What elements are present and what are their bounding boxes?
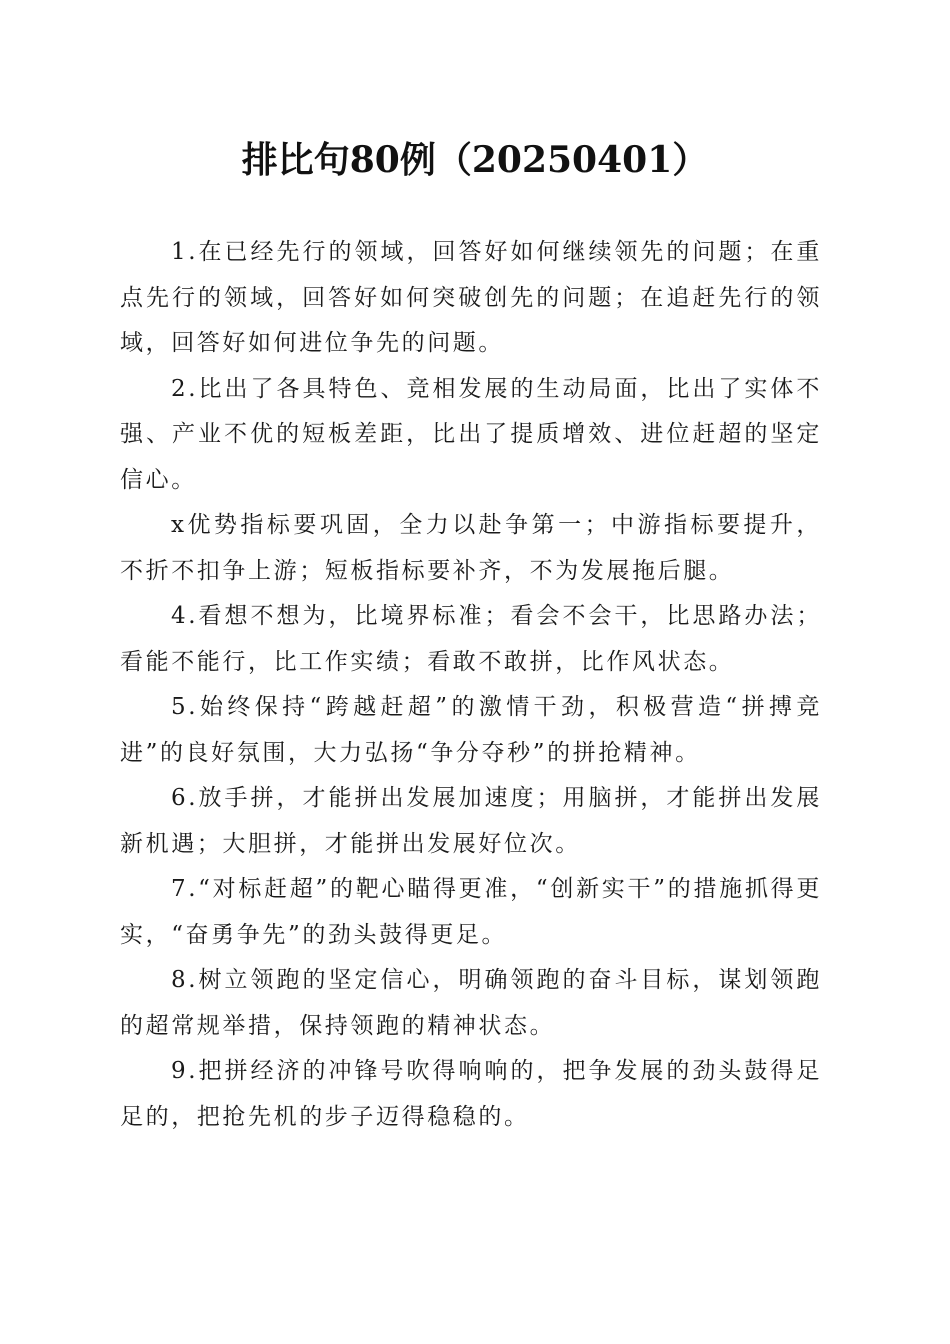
- document-body: [120, 230, 822, 1140]
- document-title: 排比句80例（20250401）: [241, 139, 709, 181]
- paragraph-9: 9.把拼经济的冲锋号吹得响响的，把争发展的劲头鼓得足足的，把抢先机的步子迈得稳稳的。: [120, 1058, 822, 1130]
- paragraph-8: 8.树立领跑的坚定信心，明确领跑的奋斗目标，谋划领跑的超常规举措，保持领跑的精神状态。: [120, 967, 822, 1039]
- paragraph-2: 2.比出了各具特色、竞相发展的生动局面，比出了实体不强、产业不优的短板差距，比出了提质增效、进位赶超的坚定信心。: [120, 375, 822, 493]
- paragraph-3: x优势指标要巩固，全力以赴争第一；中游指标要提升，不折不扣争上游；短板指标要补齐，不为发展拖后腿。: [120, 512, 822, 584]
- paragraph-4: 4.看想不想为，比境界标准；看会不会干，比思路办法；看能不能行，比工作实绩；看敢不敢拼，比作风状态。: [120, 603, 822, 675]
- paragraph-5: 5.始终保持“跨越赶超”的激情干劲，积极营造“拼搏竞进”的良好氛围，大力弘扬“争分夺秒”的拼抢精神。: [120, 694, 822, 766]
- paragraph-7: 7.“对标赶超”的靶心瞄得更准，“创新实干”的措施抓得更实，“奋勇争先”的劲头鼓得更足。: [120, 876, 822, 948]
- paragraph-6: 6.放手拼，才能拼出发展加速度；用脑拼，才能拼出发展新机遇；大胆拼，才能拼出发展好位次。: [120, 785, 822, 857]
- paragraph-1: 1.在已经先行的领域，回答好如何继续领先的问题；在重点先行的领域，回答好如何突破创先的问题；在追赶先行的领域，回答好如何进位争先的问题。: [120, 239, 822, 356]
